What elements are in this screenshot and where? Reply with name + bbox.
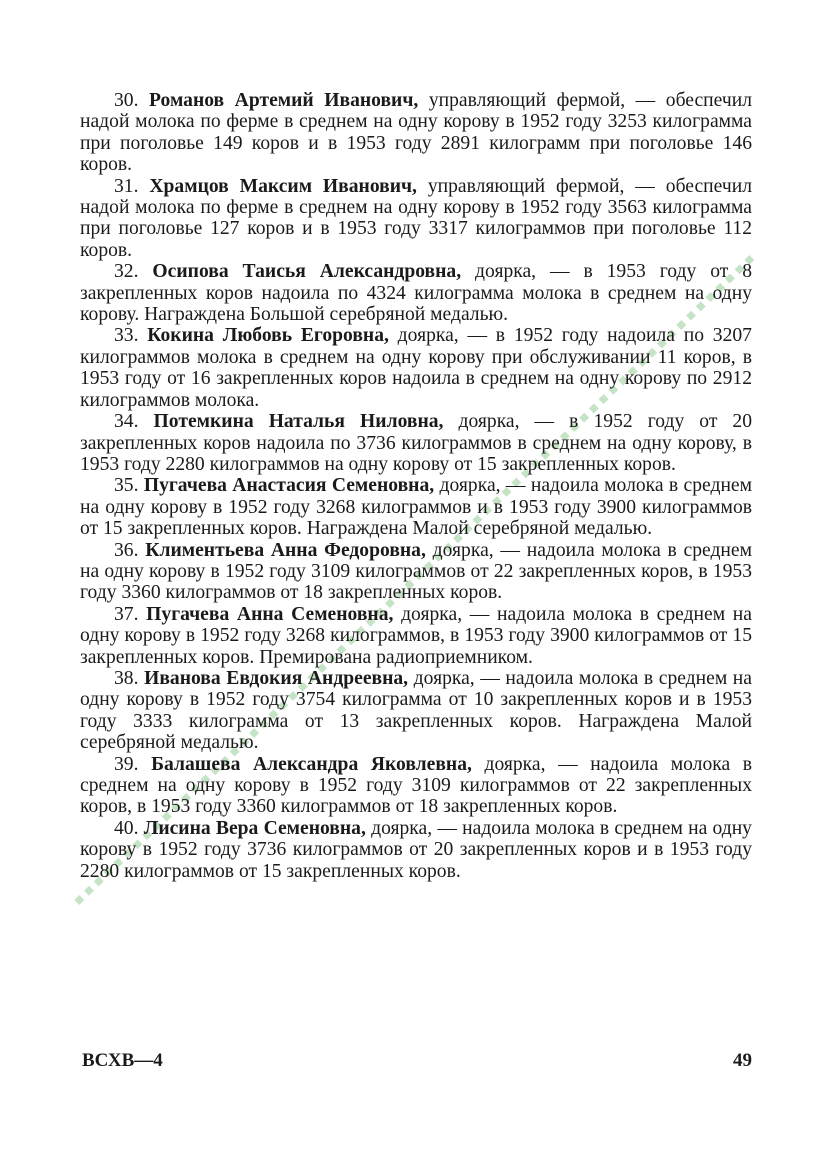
entry-text: управляющий фермой, — обеспечил надой молока по ферме в среднем на одну корову в 1952 году 3563 килограмма при поголовье 127 коров и в 1953 году 3317 килограммов при поголовье 112 коров. [80, 175, 752, 261]
entry-text: доярка, — в 1953 году от 8 закрепленных коров надоила по 4324 килограмма молока в среднем на одну корову. Награждена Большой серебряной медалью. [80, 261, 753, 326]
entry-person-name: Пугачева Анастасия Семеновна, [143, 475, 435, 497]
entry-31 [80, 176, 752, 262]
entries-list [80, 90, 752, 882]
entry-number: 38. [114, 667, 139, 689]
entry-text: доярка, — надоила молока в среднем на одну корову в 1952 году 3109 килограммов от 22 закрепленных коров, в 1953 году 3360 килограммов от 18 закрепленных коров. [80, 753, 752, 818]
page-number: 49 [733, 1050, 752, 1071]
entry-38 [80, 668, 752, 754]
entry-person-name: Храмцов Максим Иванович, [149, 175, 417, 197]
entry-person-name: Романов Артемий Иванович, [149, 90, 419, 111]
entry-text: доярка, — надоила молока в среднем на одну корову в 1952 году 3754 килограмма от 10 закрепленных коров и в 1953 году 3333 килограмма от 13 закрепленных коров. Награждена Малой серебряной медалью. [80, 667, 752, 754]
watermark-dot [74, 895, 84, 905]
entry-number: 34. [114, 411, 139, 433]
entry-person-name: Потемкина Наталья Ниловна, [153, 411, 444, 433]
entry-number: 32. [114, 261, 139, 283]
entry-34 [80, 411, 752, 475]
entry-text: доярка, — в 1952 году надоила по 3207 килограммов молока в среднем на одну корову при обслуживании 11 коров, в 1953 году от 16 закрепленных коров надоила в среднем на одну корову по 2912 килограммов молока. [80, 325, 752, 411]
entry-text: доярка, — надоила молока в среднем на одну корову в 1952 году 3736 килограммов от 20 закрепленных коров и в 1953 году 2280 килограммов от 15 закрепленных коров. [80, 817, 752, 882]
entry-number: 31. [114, 175, 139, 197]
entry-35 [80, 475, 752, 539]
entry-person-name: Балашева Александра Яковлевна, [151, 753, 472, 775]
entry-33 [80, 325, 752, 411]
entry-40 [80, 818, 752, 882]
entry-person-name: Климентьева Анна Федоровна, [145, 539, 426, 561]
entry-number: 37. [114, 603, 139, 625]
entry-text: доярка, — в 1952 году от 20 закрепленных коров надоила по 3736 килограммов в среднем на одну корову, в 1953 году 2280 килограммов на одну корову от 15 закрепленных коров. [80, 411, 753, 475]
watermark-dot [84, 886, 94, 896]
entry-30 [80, 90, 752, 176]
entry-text: доярка, — надоила молока в среднем на одну корову в 1952 году 3268 килограммов, в 1953 году 3900 килограммов от 15 закрепленных коров. Премирована радиоприемником. [80, 603, 752, 668]
entry-person-name: Лисина Вера Семеновна, [143, 817, 366, 839]
entry-person-name: Иванова Евдокия Андреевна, [144, 667, 409, 689]
entry-person-name: Кокина Любовь Егоровна, [147, 325, 389, 347]
entry-text: доярка, — надоила молока в среднем на одну корову в 1952 году 3109 килограммов от 22 закрепленных коров, в 1953 году 3360 килограммов от 18 закрепленных коров. [80, 539, 753, 604]
entry-32 [80, 261, 752, 325]
entry-37 [80, 604, 752, 668]
entry-number: 33. [114, 325, 139, 347]
entry-number: 40. [114, 817, 139, 839]
entry-number: 35. [114, 475, 139, 497]
entry-person-name: Осипова Таисья Александровна, [152, 261, 462, 283]
entry-number: 30. [114, 90, 139, 111]
entry-person-name: Пугачева Анна Семеновна, [146, 603, 394, 625]
entry-text: управляющий фермой, — обеспечил надой молока по ферме в среднем на одну корову в 1952 году 3253 килограмма при поголовье 149 коров и в 1953 году 2891 килограмм при поголовье 146 коров. [80, 90, 752, 176]
entry-39 [80, 754, 752, 818]
entry-number: 39. [114, 753, 139, 775]
entry-36 [80, 540, 752, 604]
entry-text: доярка, — надоила молока в среднем на одну корову в 1952 году 3268 килограммов и в 1953 году 3900 килограммов от 15 закрепленных коров. Награждена Малой серебряной медалью. [80, 475, 753, 540]
entry-number: 36. [114, 539, 139, 561]
signature-mark: ВСХВ—4 [82, 1050, 163, 1071]
